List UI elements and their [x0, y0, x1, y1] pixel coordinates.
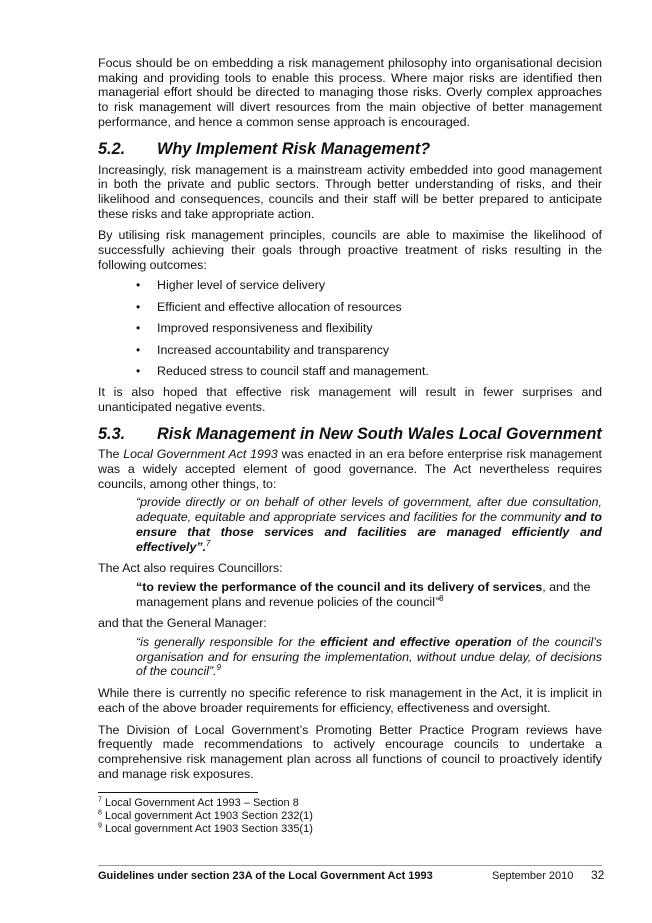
list-item: • Improved responsiveness and flexibility — [98, 321, 602, 336]
document-body — [98, 56, 602, 781]
list-item: • Efficient and effective allocation of resources — [98, 300, 602, 315]
quote-block: “is generally responsible for the efficient and effective operation of the council’s organisation and for ensuring the implementation, without undue delay, of decisions of the council”.$^9$ — [136, 635, 602, 679]
footnote: $^8$ Local government Act 1903 Section 232(1) — [98, 809, 313, 822]
footnote: $^9$ Local government Act 1903 Section 335(1) — [98, 822, 313, 835]
section-heading-5-2 — [98, 139, 602, 159]
section-title: Why Implement Risk Management? — [157, 139, 431, 158]
act-name: Local Government Act 1993 — [123, 447, 278, 462]
footnotes — [98, 792, 602, 836]
section-heading-5-3 — [98, 424, 602, 444]
paragraph: It is also hoped that effective risk management will result in fewer surprises and unanticipated negative events. — [98, 384, 602, 414]
footnote-ref: 9 — [216, 663, 222, 673]
paragraph: While there is currently no specific reference to risk management in the Act, it is implicit in each of the above broader requirements for efficiency, effectiveness and oversight. — [98, 686, 602, 715]
footer-title: Guidelines under section 23A of the Local Government Act 1993 — [98, 870, 433, 882]
footnote-ref: 7 — [206, 538, 211, 548]
intro-paragraph: Focus should be on embedding a risk management philosophy into organisational decision making and providing tools to enable this process. Where major risks are identified then managerial effort should be directed to managing those risks. Overly complex approaches to risk management will divert resources from the main objective of better management performance, and hence a common sense approach is encouraged. — [98, 56, 602, 129]
footer-divider — [98, 865, 602, 866]
section-title: Risk Management in New South Wales Local Government — [157, 425, 602, 444]
list-item: • Reduced stress to council staff and management. — [98, 364, 602, 379]
page-footer — [98, 868, 605, 882]
footnote-divider — [98, 792, 258, 793]
footnote-ref: 8 — [439, 593, 444, 603]
outcomes-list — [98, 278, 602, 379]
list-item: • Increased accountability and transparency — [98, 343, 602, 358]
paragraph: The Division of Local Government’s Promoting Better Practice Program reviews have frequently made recommendations to actively encourage councils to undertake a comprehensive risk management plan across all functions of council to proactively identify and manage risk exposures. — [98, 722, 602, 781]
footnote: $^7$ Local Government Act 1993 – Section 8 — [98, 796, 299, 809]
page-number: 32 — [591, 868, 605, 882]
list-item: • Higher level of service delivery — [98, 278, 602, 293]
paragraph: The Act also requires Councillors: — [98, 561, 283, 576]
section-number: 5.3. — [98, 425, 126, 444]
paragraph: The Local Government Act 1993 was enacted in an era before enterprise risk management was a widely accepted element of good governance. The Act nevertheless requires councils, among other things, to: — [98, 447, 602, 491]
quote-block: “to review the performance of the council and its delivery of services, and the management plans and revenue policies of the council”$^8$ — [136, 579, 591, 609]
footer-date: September 2010 — [492, 870, 574, 882]
paragraph: and that the General Manager: — [98, 616, 267, 631]
paragraph: By utilising risk management principles, councils are able to maximise the likelihood of successfully achieving their goals through proactive treatment of risks resulting in the following outcomes: — [98, 228, 602, 272]
quote-block: “provide directly or on behalf of other levels of government, after due consultation, adequate, equitable and appropriate services and facilities for the community and to ensure that those services and facilities are managed efficiently and effectively”.$^7$ — [136, 495, 602, 554]
section-number: 5.2. — [98, 139, 126, 158]
paragraph: Increasingly, risk management is a mainstream activity embedded into good management in both the private and public sectors. Through better understanding of risks, and their likelihood and consequences, councils and their staff will be better prepared to anticipate these risks and take appropriate action. — [98, 162, 602, 221]
